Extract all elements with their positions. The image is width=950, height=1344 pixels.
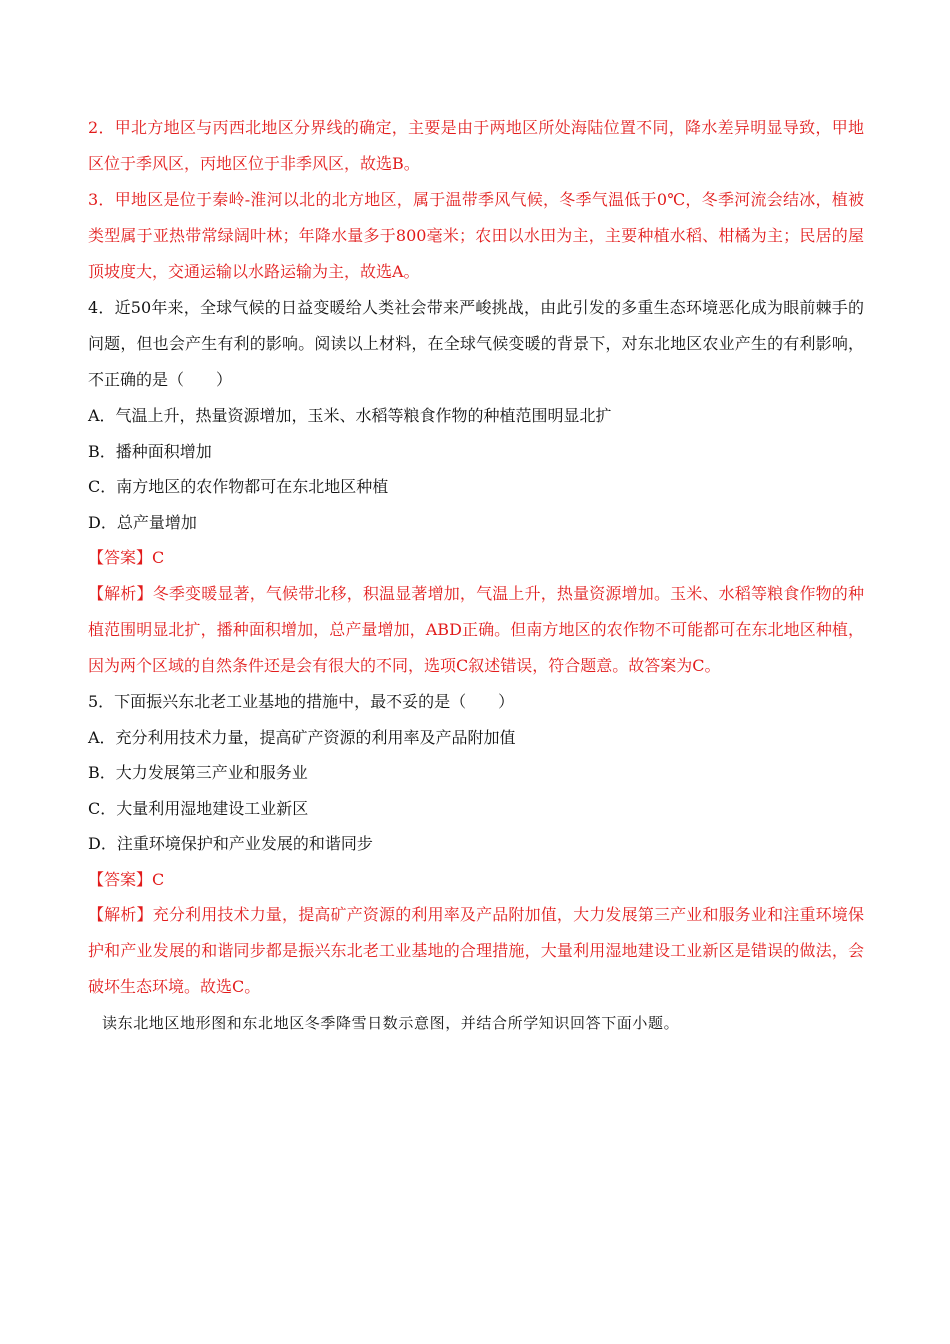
answer-value: C — [152, 548, 165, 567]
question-5-stem: 5．下面振兴东北老工业基地的措施中，最不妥的是（ ） — [88, 691, 515, 711]
explanation-q2: 2．甲北方地区与丙西北地区分界线的确定，主要是由于两地区所处海陆位置不同，降水差异明显导致，甲地区位于季风区，丙地区位于非季风区，故选B。 — [88, 118, 864, 173]
question-4-option-c: C．南方地区的农作物都可在东北地区种植 — [88, 477, 389, 496]
question-5-answer — [88, 862, 864, 898]
question-4-option-b: B．播种面积增加 — [88, 441, 212, 461]
question-4-answer — [88, 540, 864, 576]
analysis-label: 【解析】 — [88, 583, 153, 603]
answer-value: C — [152, 869, 165, 889]
question-5-option-d: D．注重环境保护和产业发展的和谐同步 — [88, 834, 373, 853]
question-4-analysis — [88, 576, 864, 684]
explanation-q3: 3．甲地区是位于秦岭-淮河以北的北方地区，属于温带季风气候，冬季气温低于0℃，冬季河流会结冰，植被类型属于亚热带常绿阔叶林；年降水量多于800毫米；农田以水田为主，主要种植水稻、柑橘为主；民居的屋顶坡度大，交通运输以水路运输为主，故选A。 — [88, 190, 864, 281]
question-4 — [88, 290, 864, 684]
question-5-option-b: B．大力发展第三产业和服务业 — [88, 763, 308, 782]
question-4-option-d: D．总产量增加 — [88, 512, 197, 532]
question-5 — [88, 684, 864, 1006]
page-content — [88, 110, 864, 1041]
question-5-analysis — [88, 897, 864, 1005]
analysis-label: 【解析】 — [88, 905, 153, 924]
analysis-text: 冬季变暖显著，气候带北移，积温显著增加，气温上升，热量资源增加。玉米、水稻等粮食作物的种植范围明显北扩，播种面积增加，总产量增加，ABD正确。但南方地区的农作物不可能都可在东北地区种植，因为两个区域的自然条件还是会有很大的不同，选项C叙述错误，符合题意。故答案为C。 — [88, 583, 864, 675]
analysis-text: 充分利用技术力量，提高矿产资源的利用率及产品附加值，大力发展第三产业和服务业和注重环境保护和产业发展的和谐同步都是振兴东北老工业基地的合理措施，大量利用湿地建设工业新区是错误的做法，会破坏生态环境。故选C。 — [88, 905, 864, 996]
answer-label: 【答案】 — [88, 548, 153, 567]
reading-note: 读东北地区地形图和东北地区冬季降雪日数示意图，并结合所学知识回答下面小题。 — [102, 1014, 680, 1032]
answer-label: 【答案】 — [88, 869, 153, 889]
question-5-option-a: A．充分利用技术力量，提高矿产资源的利用率及产品附加值 — [88, 727, 516, 747]
question-5-option-c: C．大量利用湿地建设工业新区 — [88, 798, 309, 818]
question-4-stem: 4．近50年来，全球气候的日益变暖给人类社会带来严峻挑战，由此引发的多重生态环境恶化成为眼前棘手的问题，但也会产生有利的影响。阅读以上材料，在全球气候变暖的背景下，对东北地区农业产生的有利影响，不正确的是（ ） — [88, 298, 864, 389]
question-4-option-a: A．气温上升，热量资源增加，玉米、水稻等粮食作物的种植范围明显北扩 — [88, 406, 612, 425]
